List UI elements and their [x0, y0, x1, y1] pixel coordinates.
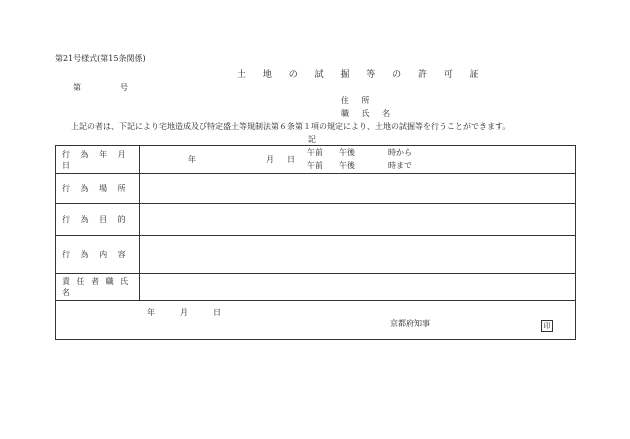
table-row — [56, 274, 576, 301]
time-am-1: 午前 — [307, 148, 323, 157]
act-date-cell — [140, 146, 576, 174]
time-from: 時から — [388, 148, 412, 157]
table-footer-row — [56, 301, 576, 340]
act-content-field[interactable] — [140, 236, 576, 274]
date-day: 日 — [287, 155, 295, 164]
footer-day: 日 — [213, 308, 221, 317]
act-location-field[interactable] — [140, 174, 576, 204]
table-row — [56, 146, 576, 174]
address-label: 住 所 — [341, 96, 375, 105]
table-row — [56, 204, 576, 236]
table-row — [56, 236, 576, 274]
number-label-dai: 第 — [73, 83, 81, 92]
row-label: 責 任 者 職 氏 名 — [56, 274, 140, 301]
date-month: 月 — [266, 155, 274, 164]
row-label: 行 為 目 的 — [56, 204, 140, 236]
permit-table — [55, 145, 576, 340]
body-text: 上記の者は、下記により宅地造成及び特定盛土等規制法第６条第１項の規定により、土地の試掘等を行うことができます。 — [71, 122, 511, 131]
act-purpose-field[interactable] — [140, 204, 576, 236]
footer-cell — [56, 301, 576, 340]
seal-icon: 印 — [541, 320, 553, 332]
row-label: 行 為 内 容 — [56, 236, 140, 274]
number-label-go: 号 — [120, 83, 128, 92]
row-label: 行 為 場 所 — [56, 174, 140, 204]
time-pm-2: 午後 — [339, 161, 355, 170]
footer-year: 年 — [147, 308, 155, 317]
page-title: 土 地 の 試 掘 等 の 許 可 証 — [237, 70, 486, 80]
date-year: 年 — [188, 155, 196, 164]
ki-label: 記 — [308, 135, 316, 144]
form-number: 第21号様式(第15条関係) — [55, 54, 146, 63]
occupation-name-label: 職 氏 名 — [341, 109, 396, 118]
responsible-person-field[interactable] — [140, 274, 576, 301]
time-pm-1: 午後 — [339, 148, 355, 157]
time-until: 時まで — [388, 161, 412, 170]
table-row — [56, 174, 576, 204]
issuer-name: 京都府知事 — [390, 319, 430, 328]
time-am-2: 午前 — [307, 161, 323, 170]
row-label: 行 為 年 月 日 — [56, 146, 140, 174]
footer-month: 月 — [180, 308, 188, 317]
